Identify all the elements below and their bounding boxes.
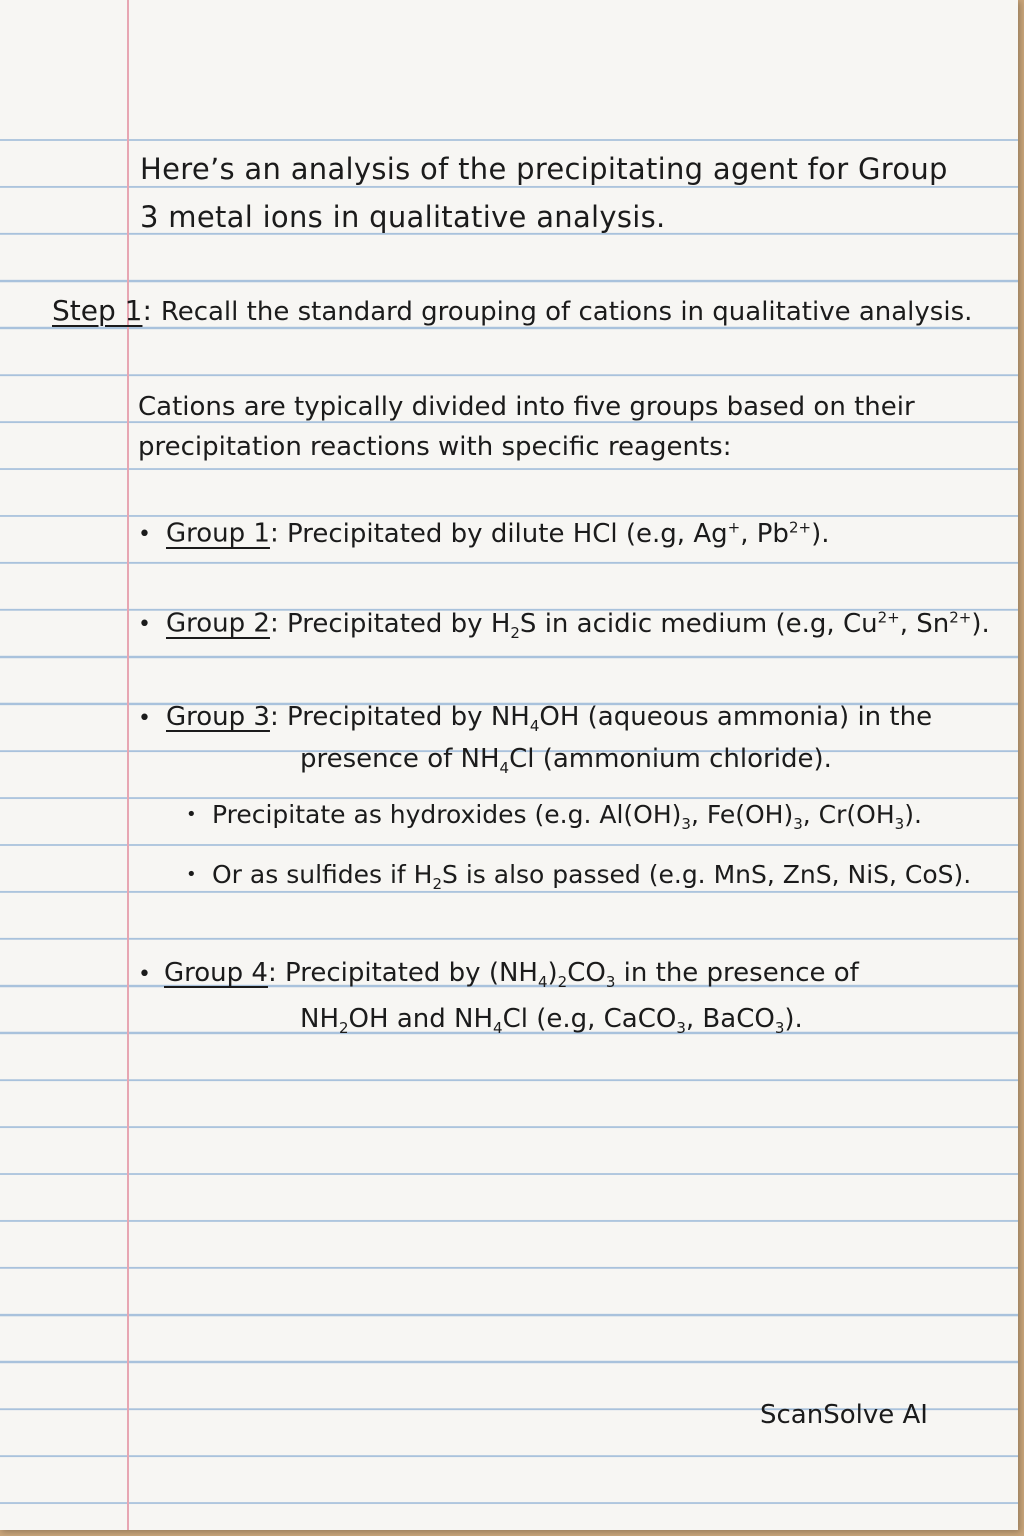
group-3-colon: :	[269, 702, 279, 732]
group-4-l1-text-1: Precipitated by (NH	[285, 958, 538, 988]
group-3-l1-text-1: Precipitated by NH	[287, 702, 530, 732]
cations-intro-line-1: Cations are typically divided into five groups based on their	[138, 392, 915, 422]
step-1-colon: :	[142, 294, 152, 327]
group-3-sub-2	[212, 860, 971, 893]
margin-line	[127, 0, 129, 1530]
group-3-l1-text-2: OH (aqueous ammonia) in the	[539, 702, 933, 732]
group-2-item	[166, 608, 990, 642]
group-3-s1-text-3: , Cr(OH	[802, 800, 895, 829]
group-3-s1-sub-1: 3	[681, 815, 691, 833]
group-1-text-3: ).	[811, 518, 830, 549]
group-4-l2-text-5: ).	[784, 1004, 803, 1034]
group-2-text-1: Precipitated by H	[287, 608, 511, 639]
step-1-label: Step 1	[52, 294, 143, 327]
group-2-label: Group 2	[166, 608, 270, 639]
bullet-group-3-sub-1: •	[186, 804, 197, 825]
group-3-l2-text-2: Cl (ammonium chloride).	[509, 744, 832, 774]
group-4-l2-text-2: OH and NH	[348, 1004, 494, 1034]
group-4-line-2	[300, 1004, 803, 1037]
bullet-group-2: •	[138, 612, 151, 637]
bullet-group-3-sub-2: •	[186, 864, 197, 885]
group-1-sup-1: +	[727, 518, 741, 536]
step-1-text: Recall the standard grouping of cations in qualitative analysis.	[160, 297, 973, 327]
bullet-group-4: •	[138, 962, 151, 987]
group-1-label: Group 1	[166, 518, 270, 549]
group-3-l2-sub-1: 4	[499, 759, 510, 778]
group-2-sub-1: 2	[510, 623, 520, 642]
page-top-band	[0, 0, 1018, 94]
group-1-text-1: Precipitated by dilute HCl (e.g, Ag	[287, 518, 728, 549]
group-4-l2-text-1: NH	[300, 1004, 339, 1034]
group-3-item	[166, 702, 932, 735]
group-3-s1-text-2: , Fe(OH)	[690, 800, 794, 829]
group-2-text-4: ).	[971, 608, 990, 639]
group-1-sup-2: 2+	[788, 518, 812, 536]
group-4-colon: :	[267, 958, 277, 988]
group-1-text-2: , Pb	[740, 518, 789, 549]
intro-line-1: Here’s an analysis of the precipitating agent for Group	[140, 152, 948, 186]
group-2-colon: :	[269, 608, 279, 639]
intro-line-2: 3 metal ions in qualitative analysis.	[140, 200, 666, 234]
group-3-s2-text-2: S is also passed (e.g. MnS, ZnS, NiS, CoS).	[442, 860, 972, 889]
group-4-l2-sub-2: 4	[493, 1019, 503, 1038]
group-1-desc	[287, 519, 829, 549]
group-3-l1-sub-1: 4	[529, 717, 540, 736]
group-2-text-3: , Sn	[899, 608, 950, 639]
group-4-l1-sub-1: 4	[537, 973, 548, 992]
group-4-l1-text-4: in the presence of	[615, 958, 859, 988]
group-4-l1-sub-3: 3	[605, 973, 616, 992]
step-1-heading	[52, 294, 972, 327]
group-3-s2-text-1: Or as sulfides if H	[212, 860, 433, 889]
group-2-text-2: S in acidic medium (e.g, Cu	[519, 608, 878, 639]
group-2-sup-2: 2+	[949, 608, 972, 626]
group-2-desc	[287, 608, 990, 642]
group-3-line-2	[300, 744, 832, 777]
group-3-line-1	[287, 702, 933, 736]
group-4-l2-text-4: , BaCO	[685, 1004, 775, 1034]
cations-intro-line-2: precipitation reactions with specific reagents:	[138, 432, 732, 462]
group-3-s1-sub-3: 3	[894, 815, 905, 833]
group-3-s1-sub-2: 3	[793, 815, 803, 833]
group-4-l1-text-3: CO	[567, 958, 606, 988]
group-3-l2-text-1: presence of NH	[300, 744, 500, 774]
group-4-l1-text-2: )	[547, 958, 558, 988]
bullet-group-1: •	[138, 522, 151, 547]
group-1-colon: :	[269, 518, 279, 549]
group-4-item	[164, 958, 859, 991]
group-4-line-1	[285, 958, 859, 992]
group-3-label: Group 3	[166, 702, 270, 732]
group-4-label: Group 4	[164, 958, 268, 988]
group-4-l2-sub-3: 3	[676, 1019, 686, 1038]
group-3-s1-text-4: ).	[904, 800, 922, 829]
group-1-item	[166, 518, 829, 549]
bullet-group-3: •	[138, 706, 151, 731]
group-3-s1-text-1: Precipitate as hydroxides (e.g. Al(OH)	[212, 800, 682, 829]
group-3-s2-sub-1: 2	[432, 875, 443, 893]
group-2-sup-1: 2+	[877, 608, 900, 626]
group-4-l2-sub-4: 3	[774, 1019, 785, 1038]
group-4-l1-sub-2: 2	[557, 973, 568, 992]
group-4-l2-sub-1: 2	[339, 1019, 349, 1038]
group-3-sub-1	[212, 800, 922, 833]
brand-signature: ScanSolve AI	[760, 1400, 928, 1430]
group-4-l2-text-3: Cl (e.g, CaCO	[502, 1004, 677, 1034]
